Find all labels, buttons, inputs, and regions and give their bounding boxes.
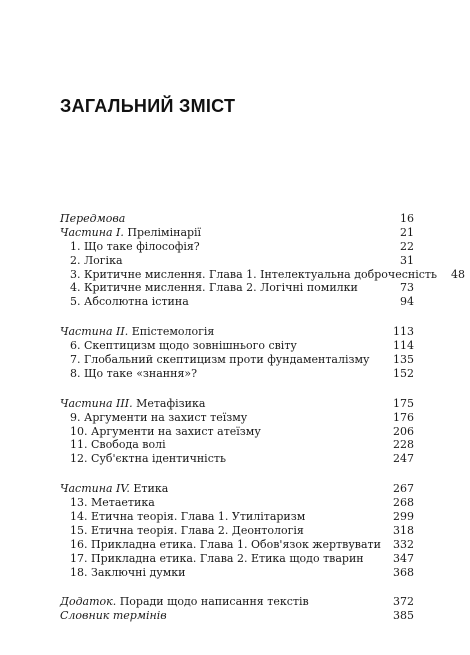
toc-entry-label: 15. Етична теорія. Глава 2. Деонтологія bbox=[70, 523, 304, 537]
section-gap bbox=[60, 466, 414, 482]
toc-entry-label: 5. Абсолютна істина bbox=[70, 295, 189, 309]
toc-entry-label: 12. Суб'єктна ідентичність bbox=[70, 452, 226, 466]
toc-entry-label: 9. Аргументи на захист теїзму bbox=[70, 410, 248, 424]
toc-page-number: 268 bbox=[393, 496, 414, 510]
toc-entry-label: 11. Свобода волі bbox=[70, 438, 166, 452]
toc-entry-label: 4. Критичне мислення. Глава 2. Логічні помилки bbox=[70, 281, 358, 295]
appendix-label: Додаток. bbox=[60, 595, 117, 609]
toc-entry-label: 13. Метаетика bbox=[70, 496, 155, 510]
toc-entry[interactable] bbox=[60, 510, 414, 524]
toc-entry-appendix[interactable] bbox=[60, 595, 414, 609]
part-title: Прелімінарії bbox=[123, 225, 202, 239]
toc-part-1[interactable] bbox=[60, 226, 414, 240]
toc-entry-label: 14. Етична теорія. Глава 1. Утилітаризм bbox=[70, 510, 306, 524]
toc-entry-label: 18. Заключні думки bbox=[70, 565, 186, 579]
toc-page-number: 247 bbox=[393, 452, 414, 466]
toc-page-number: 372 bbox=[393, 595, 414, 609]
toc-entry[interactable] bbox=[60, 367, 414, 381]
toc-entry[interactable] bbox=[60, 295, 414, 309]
toc-entry-glossary[interactable] bbox=[60, 609, 414, 623]
toc-page-number: 113 bbox=[393, 325, 414, 339]
part-title: Етика bbox=[129, 482, 169, 496]
toc-entry-label: 17. Прикладна етика. Глава 2. Етика щодо тварин bbox=[70, 551, 364, 565]
toc-entry[interactable] bbox=[60, 267, 465, 282]
part-label: Частина I. bbox=[60, 225, 124, 239]
toc-entry-label: 7. Глобальний скептицизм проти фундаменталізму bbox=[70, 353, 370, 367]
toc-page-number: 22 bbox=[400, 239, 414, 253]
toc-page-number: 175 bbox=[393, 396, 414, 410]
toc-entry[interactable] bbox=[60, 254, 414, 268]
toc-entry-label: 8. Що таке «знання»? bbox=[70, 366, 198, 380]
toc-part-4[interactable] bbox=[60, 482, 414, 496]
part-label: Частина IV. bbox=[60, 482, 130, 496]
toc-entry-label: 2. Логіка bbox=[70, 253, 123, 267]
toc-page-number: 21 bbox=[400, 225, 414, 239]
toc-entry-label: Словник термінів bbox=[60, 609, 167, 623]
toc-entry-label: 3. Критичне мислення. Глава 1. Інтелектуальна доброчесність bbox=[70, 267, 437, 281]
toc-page-number: 73 bbox=[400, 281, 414, 295]
toc-page-number: 135 bbox=[393, 353, 414, 367]
toc-entry[interactable] bbox=[60, 538, 414, 552]
toc-page-number: 114 bbox=[393, 339, 414, 353]
part-title: Метафізика bbox=[132, 396, 206, 410]
toc-page-number: 31 bbox=[400, 253, 414, 267]
toc-entry[interactable] bbox=[60, 240, 414, 254]
toc-page-number: 176 bbox=[393, 410, 414, 424]
toc-entry[interactable] bbox=[60, 425, 414, 439]
toc-page-number: 299 bbox=[393, 510, 414, 524]
toc-page-number: 228 bbox=[393, 438, 414, 452]
toc-page-number: 16 bbox=[400, 212, 414, 225]
toc-part-3[interactable] bbox=[60, 397, 414, 411]
part-label: Частина III. bbox=[60, 396, 133, 410]
toc-entry[interactable] bbox=[60, 438, 414, 452]
toc-entry-label: 6. Скептицизм щодо зовнішнього світу bbox=[70, 339, 297, 353]
appendix-title: Поради щодо написання текстів bbox=[116, 595, 309, 609]
toc-page-number: 94 bbox=[400, 295, 414, 309]
section-gap bbox=[60, 381, 414, 397]
toc-entry[interactable] bbox=[60, 566, 414, 580]
toc-part-2[interactable] bbox=[60, 325, 414, 339]
section-gap bbox=[60, 579, 414, 595]
section-gap bbox=[60, 309, 414, 325]
toc-page-number: 318 bbox=[393, 523, 414, 537]
page-title: ЗАГАЛЬНИЙ ЗМІСТ bbox=[60, 96, 236, 116]
toc-page-number: 368 bbox=[393, 565, 414, 579]
part-label: Частина II. bbox=[60, 325, 129, 339]
toc-page-number: 152 bbox=[393, 366, 414, 380]
toc-entry[interactable] bbox=[60, 353, 414, 367]
toc-entry-label: 1. Що таке філософія? bbox=[70, 239, 200, 253]
toc-entry[interactable] bbox=[60, 552, 414, 566]
toc-page-number: 206 bbox=[393, 424, 414, 438]
table-of-contents bbox=[60, 212, 465, 623]
toc-entry[interactable] bbox=[60, 496, 414, 510]
toc-entry-label: 10. Аргументи на захист атеїзму bbox=[70, 424, 261, 438]
toc-entry-label: Передмова bbox=[60, 212, 126, 225]
toc-entry-label: 16. Прикладна етика. Глава 1. Обов'язок жертвувати bbox=[70, 537, 381, 551]
part-title: Епістемологія bbox=[128, 325, 215, 339]
toc-entry[interactable] bbox=[60, 524, 414, 538]
toc-entry[interactable] bbox=[60, 281, 414, 295]
toc-entry[interactable] bbox=[60, 411, 414, 425]
toc-page-number: 48 bbox=[450, 267, 465, 281]
toc-entry[interactable] bbox=[60, 339, 414, 353]
toc-page-number: 385 bbox=[393, 609, 414, 623]
toc-page-number: 267 bbox=[393, 482, 414, 496]
toc-page-number: 347 bbox=[393, 551, 414, 565]
toc-entry[interactable] bbox=[60, 452, 414, 466]
toc-page-number: 332 bbox=[393, 537, 414, 551]
toc-entry-preface[interactable] bbox=[60, 212, 414, 226]
